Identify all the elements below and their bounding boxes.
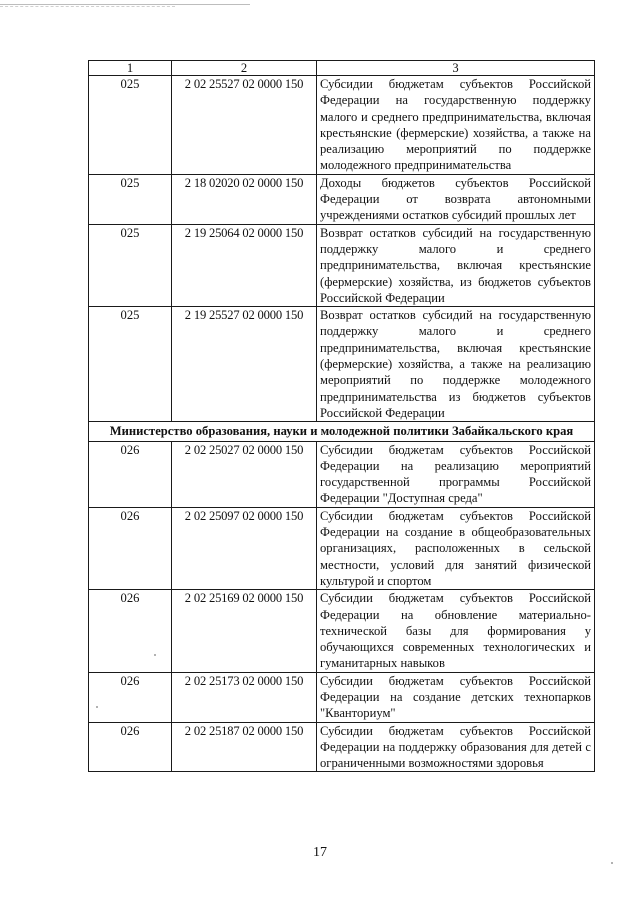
revenue-description: Субсидии бюджетам субъектов Российской Федерации на государственную поддержку малого и среднего предпринимательства, включая крестьянские (фермерские) хозяйства, а также на реализацию мероприятий по поддержке молодежного предпринимательства bbox=[317, 76, 595, 175]
table-row bbox=[89, 174, 595, 224]
admin-code: 026 bbox=[89, 441, 172, 507]
page-number: 17 bbox=[313, 845, 327, 860]
revenue-description: Субсидии бюджетам субъектов Российской Федерации на создание в общеобразовательных организациях, расположенных в сельской местности, условий для занятий физической культурой и спортом bbox=[317, 507, 595, 589]
revenue-description: Возврат остатков субсидий на государственную поддержку малого и среднего предпринимательства, включая крестьянские (фермерские) хозяйства, из бюджетов субъектов Российской Федерации bbox=[317, 224, 595, 306]
admin-code: 026 bbox=[89, 722, 172, 772]
revenue-description: Возврат остатков субсидий на государственную поддержку малого и среднего предпринимательства, включая крестьянские (фермерские) хозяйства, а также на реализацию мероприятий по поддержке молодежного предпринимательства из бюджетов субъектов Российской Федерации bbox=[317, 307, 595, 422]
revenue-description: Доходы бюджетов субъектов Российской Федерации от возврата автономными учреждениями остатков субсидий прошлых лет bbox=[317, 174, 595, 224]
table-row bbox=[89, 224, 595, 306]
header-col-1: 1 bbox=[89, 61, 172, 76]
budget-code: 2 02 25173 02 0000 150 bbox=[172, 672, 317, 722]
scan-speck bbox=[611, 862, 613, 864]
budget-code: 2 02 25187 02 0000 150 bbox=[172, 722, 317, 772]
budget-code: 2 18 02020 02 0000 150 bbox=[172, 174, 317, 224]
scan-artifact-dash bbox=[0, 6, 175, 7]
scan-speck bbox=[154, 654, 156, 656]
document-page bbox=[88, 60, 594, 772]
table-row bbox=[89, 672, 595, 722]
admin-code: 026 bbox=[89, 507, 172, 589]
admin-code: 025 bbox=[89, 224, 172, 306]
scan-speck bbox=[96, 706, 98, 708]
budget-code: 2 02 25027 02 0000 150 bbox=[172, 441, 317, 507]
budget-code: 2 19 25527 02 0000 150 bbox=[172, 307, 317, 422]
admin-code: 025 bbox=[89, 174, 172, 224]
admin-code: 025 bbox=[89, 76, 172, 175]
scan-artifact-line bbox=[0, 4, 250, 5]
section-title: Министерство образования, науки и молодежной политики Забайкальского края bbox=[89, 422, 595, 441]
table-row bbox=[89, 307, 595, 422]
table-row bbox=[89, 441, 595, 507]
revenue-description: Субсидии бюджетам субъектов Российской Федерации на поддержку образования для детей с ограниченными возможностями здоровья bbox=[317, 722, 595, 772]
table-row bbox=[89, 507, 595, 589]
section-header-row bbox=[89, 422, 595, 441]
table-row bbox=[89, 590, 595, 672]
revenue-codes-table bbox=[88, 60, 595, 772]
table-header-row bbox=[89, 61, 595, 76]
revenue-description: Субсидии бюджетам субъектов Российской Федерации на реализацию мероприятий государственной программы Российской Федерации "Доступная среда" bbox=[317, 441, 595, 507]
table-row bbox=[89, 76, 595, 175]
budget-code: 2 02 25169 02 0000 150 bbox=[172, 590, 317, 672]
admin-code: 025 bbox=[89, 307, 172, 422]
revenue-description: Субсидии бюджетам субъектов Российской Федерации на обновление материально-технической базы для формирования у обучающихся современных технологических и гуманитарных навыков bbox=[317, 590, 595, 672]
header-col-3: 3 bbox=[317, 61, 595, 76]
header-col-2: 2 bbox=[172, 61, 317, 76]
admin-code: 026 bbox=[89, 590, 172, 672]
budget-code: 2 02 25527 02 0000 150 bbox=[172, 76, 317, 175]
table-row bbox=[89, 722, 595, 772]
budget-code: 2 19 25064 02 0000 150 bbox=[172, 224, 317, 306]
revenue-description: Субсидии бюджетам субъектов Российской Федерации на создание детских технопарков "Кванториум" bbox=[317, 672, 595, 722]
admin-code: 026 bbox=[89, 672, 172, 722]
budget-code: 2 02 25097 02 0000 150 bbox=[172, 507, 317, 589]
